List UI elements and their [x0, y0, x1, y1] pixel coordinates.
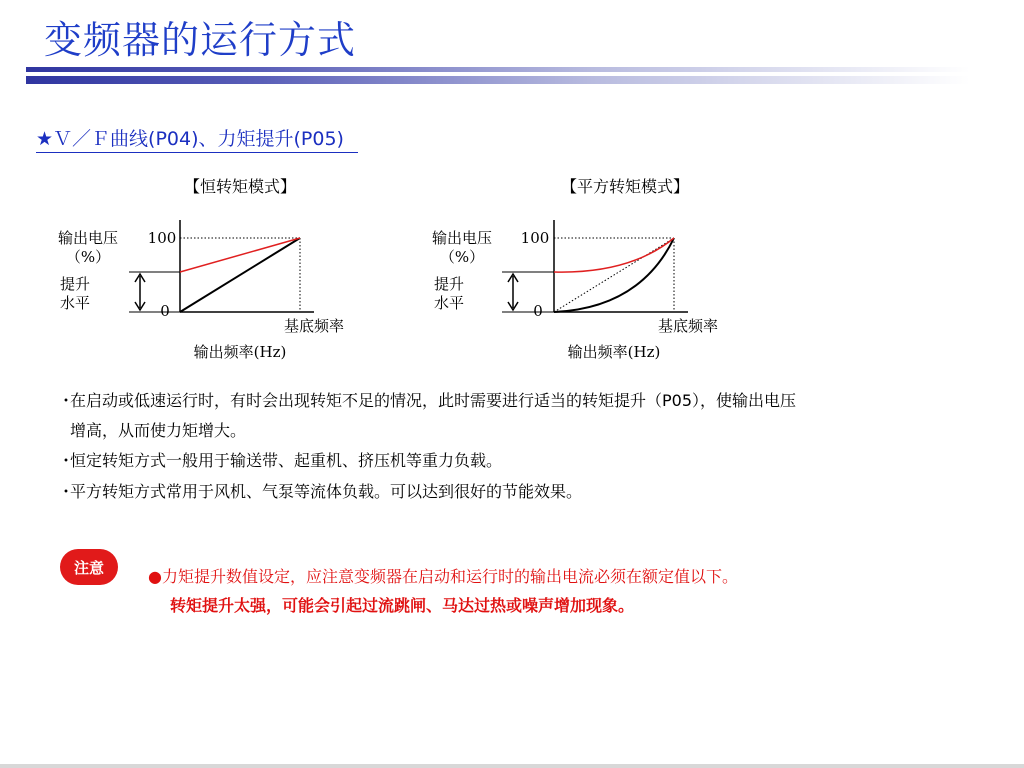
square-torque-diagram	[432, 177, 718, 361]
bullet-torque-boost-cont: 增高，从而使力矩增大。	[70, 421, 247, 440]
constant-torque-diagram	[58, 177, 344, 361]
diagram-heading: 【平方转矩模式】	[560, 177, 690, 196]
bullet-torque-boost: ･在启动或低速运行时，有时会出现转矩不足的情况，此时需要进行适当的转矩提升（P05），使输出电压	[62, 391, 797, 410]
boost-label: 水平	[433, 294, 465, 312]
linear-reference-line	[554, 238, 674, 312]
linear-vf-curve	[180, 238, 300, 312]
boost-label: 水平	[59, 294, 91, 312]
y-axis-unit: （%）	[439, 248, 485, 266]
x-end-label: 基底频率	[657, 317, 719, 335]
caution-text-cont: 转矩提升太强，可能会引起过流跳闸、马达过热或噪声增加现象。	[170, 596, 635, 615]
y-tick-0: 0	[160, 302, 170, 320]
caution-text: ●力矩提升数值设定，应注意变频器在启动和运行时的输出电流必须在额定值以下。	[148, 567, 738, 586]
x-axis-label: 输出频率(Hz)	[567, 343, 661, 361]
footer-divider	[0, 764, 1024, 768]
section-subtitle: ★Ｖ／Ｆ曲线(P04)、力矩提升(P05)	[36, 126, 358, 153]
diagram-heading: 【恒转矩模式】	[183, 177, 297, 196]
boost-label: 提升	[59, 275, 91, 293]
x-end-label: 基底频率	[283, 317, 345, 335]
y-axis-label: 输出电压	[57, 229, 119, 247]
y-tick-100: 100	[147, 229, 177, 247]
y-tick-0: 0	[533, 302, 543, 320]
y-tick-100: 100	[520, 229, 550, 247]
caution-badge: 注意	[60, 549, 118, 585]
y-axis-label: 输出电压	[431, 229, 493, 247]
page-title: 变频器的运行方式	[44, 18, 357, 62]
y-axis-unit: （%）	[65, 248, 111, 266]
boosted-vf-curve	[180, 238, 300, 272]
bullet-square-torque: ･平方转矩方式常用于风机、气泵等流体负载。可以达到很好的节能效果。	[62, 482, 583, 501]
x-axis-label: 输出频率(Hz)	[193, 343, 287, 361]
bullet-constant-torque: ･恒定转矩方式一般用于输送带、起重机、挤压机等重力负载。	[62, 451, 503, 470]
boost-label: 提升	[433, 275, 465, 293]
vf-curve-diagrams	[0, 0, 1024, 380]
